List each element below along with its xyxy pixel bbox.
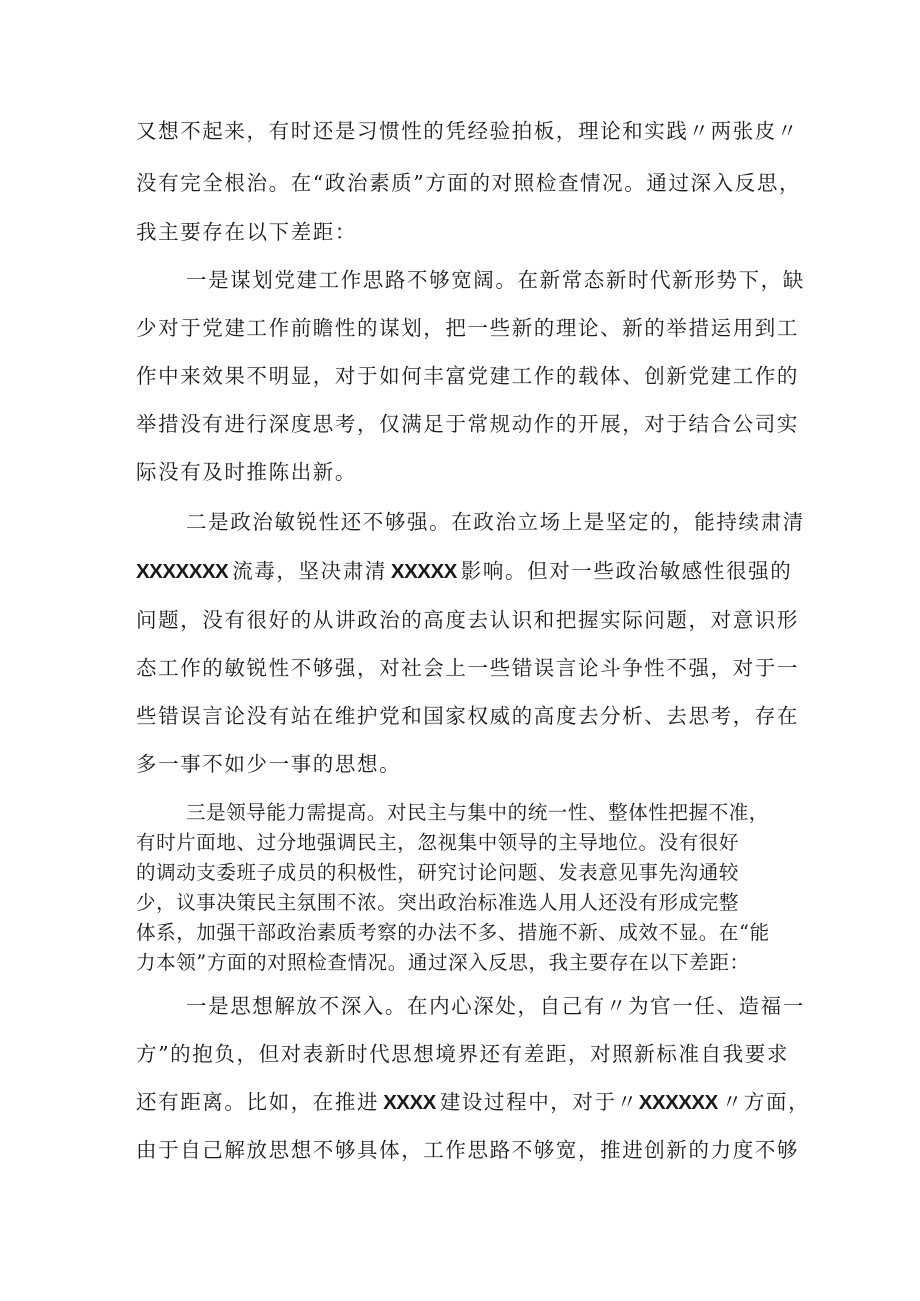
text-line: 力本领”方面的对照检查情况。通过深入反思，我主要存在以下差距： bbox=[136, 951, 750, 974]
text-line: 些错误言论没有站在维护党和国家权威的高度去分析、去思考，存在 bbox=[136, 704, 799, 728]
text-line: 一是思想解放不深入。在内心深处，自己有〃为官一任、造福一 bbox=[186, 994, 805, 1018]
redacted-text: XXXXXX bbox=[638, 1091, 718, 1114]
text-line: 态工作的敏锐性不够强，对社会上一些错误言论斗争性不强，对于一 bbox=[136, 656, 799, 680]
text-line: 作中来效果不明显，对于如何丰富党建工作的载体、创新党建工作的 bbox=[136, 364, 799, 388]
redacted-text: XXXXX bbox=[390, 560, 457, 583]
text-line: 由于自己解放思想不够具体，工作思路不够宽，推进创新的力度不够 bbox=[136, 1138, 799, 1162]
text-line: 二是政治敏锐性还不够强。在政治立场上是坚定的，能持续肃清 bbox=[186, 510, 805, 534]
text-line: 问题，没有很好的从讲政治的高度去认识和把握实际问题，对意识形 bbox=[136, 608, 799, 632]
text-segment: 〃方面， bbox=[721, 1090, 811, 1114]
text-line-with-redactions bbox=[136, 561, 796, 583]
text-line: 举措没有进行深度思考，仅满足于常规动作的开展，对于结合公司实 bbox=[136, 412, 799, 436]
text-line-with-redactions bbox=[136, 1090, 811, 1114]
text-line: 的调动支委班子成员的积极性，研究讨论问题、发表意见事先沟通较 bbox=[136, 861, 740, 884]
text-line: 少，议事决策民主氛围不浓。突出政治标准选人用人还没有形成完整 bbox=[136, 891, 740, 914]
text-line: 多一事不如少一事的思想。 bbox=[136, 752, 402, 776]
text-line: 三是领导能力需提高。对民主与集中的统一性、整体性把握不准， bbox=[186, 801, 769, 824]
text-line: 际没有及时推陈出新。 bbox=[136, 460, 357, 484]
text-line: 一是谋划党建工作思路不够宽阔。在新常态新时代新形势下，缺 bbox=[186, 268, 805, 292]
redacted-text: XXXXXXX bbox=[136, 560, 229, 583]
text-line: 我主要存在以下差距： bbox=[136, 220, 357, 244]
text-line: 又想不起来，有时还是习惯性的凭经验拍板，理论和实践〃两张皮〃 bbox=[136, 119, 799, 143]
text-line: 少对于党建工作前瞻性的谋划，把一些新的理论、新的举措运用到工 bbox=[136, 316, 799, 340]
text-segment: 建设过程中，对于〃 bbox=[439, 1090, 639, 1114]
text-line: 体系，加强干部政治素质考察的办法不多、措施不新、成效不显。在“能 bbox=[136, 921, 770, 944]
text-segment: 流毒，坚决肃清 bbox=[232, 559, 387, 583]
text-segment: 影响。但对一些政治敏感性很强的 bbox=[460, 559, 793, 583]
text-line: 方”的抱负，但对表新时代思想境界还有差距，对照新标准自我要求 bbox=[136, 1042, 789, 1066]
redacted-text: XXXX bbox=[383, 1091, 436, 1114]
text-line: 有时片面地、过分地强调民主，忽视集中领导的主导地位。没有很好 bbox=[136, 831, 740, 854]
text-line: 没有完全根治。在“政治素质”方面的对照检查情况。通过深入反思， bbox=[136, 171, 802, 195]
text-segment: 还有距离。比如，在推进 bbox=[136, 1090, 380, 1114]
